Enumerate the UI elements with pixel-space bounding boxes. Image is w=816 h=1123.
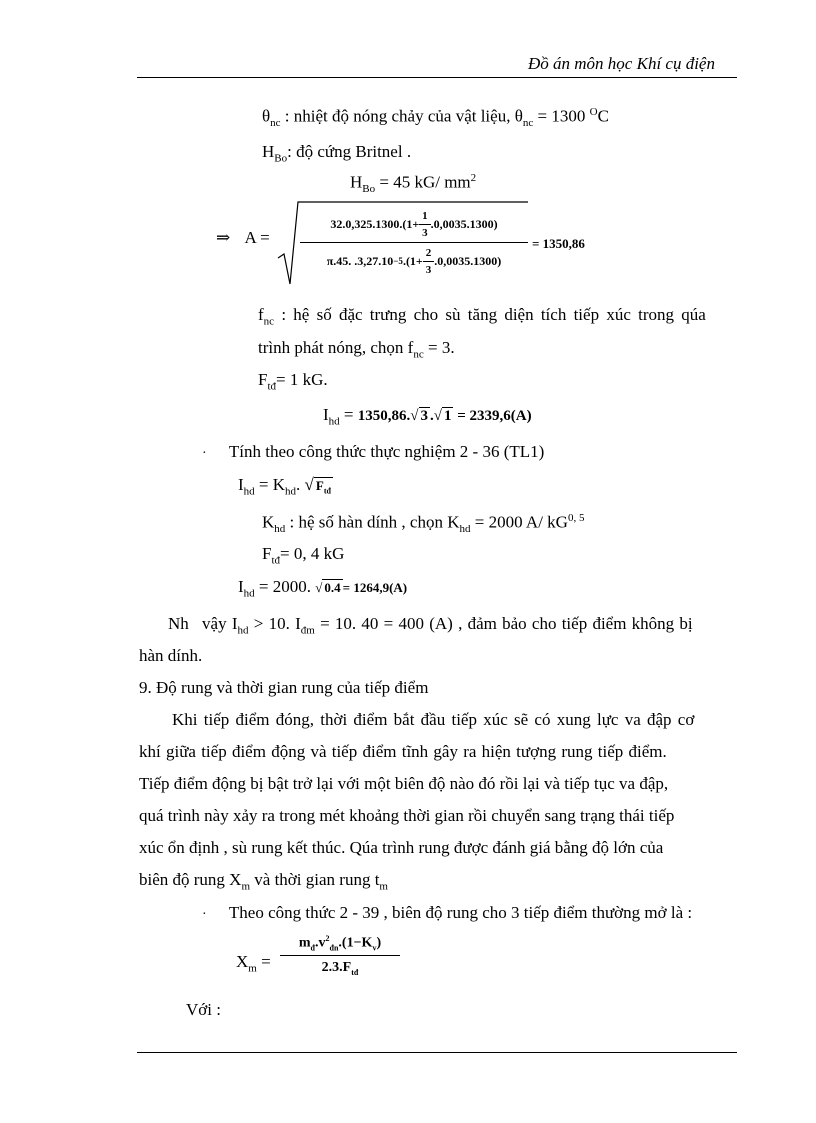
paragraph-line-6: biên độ rung $X_m$ và thời gian rung $t_m$ — [139, 870, 388, 893]
paragraph-line-4: quá trình này xảy ra trong mét khoảng thời gian rồi chuyển sang trạng thái tiếp — [139, 806, 675, 825]
paragraph-line-5: xúc ổn định , sù rung kết thúc. Qúa trình rung được đánh giá bằng độ lớn của — [139, 838, 664, 857]
conclusion-line-1: Nh vậy $I_{hd} > 10$. $I_{đm} = 10$. 40 = 400 (A) , đảm bảo cho tiếp điểm không bị — [168, 614, 693, 637]
khd-line: $K_{hd}$ : hệ số hàn dính , chọn $K_{hd} = 2000$ A/ kG$^{0, 5}$ — [262, 512, 585, 536]
voi-label: Với : — [186, 1000, 221, 1019]
theta-line: $\theta_{nc}$ : nhiệt độ nóng chảy của vật liệu, $\theta_{nc} = 1300$ $^O$C — [262, 106, 609, 130]
ftd-line: $F_{tđ}= 1$ kG. — [258, 370, 328, 393]
fnc-line-1: $f_{nc}$ : hệ số đặc trưng cho sù tăng diện tích tiếp xúc trong qúa — [258, 305, 706, 328]
a-formula-fraction: 32.0,325.1300.(1+ $\frac{1}{3}$ .0,0035.1300) π.45. .3,27.10 −5 .(1+ $\frac{2}{3}$ .0,0035.1300) — [300, 206, 528, 279]
conclusion-line-2: hàn dính. — [139, 646, 203, 665]
paragraph-line-1: Khi tiếp điểm đóng, thời điểm bắt đầu tiếp xúc sẽ có xung lực va đập cơ — [172, 710, 695, 729]
paragraph-line-2: khí giữa tiếp điểm động và tiếp điểm tĩnh gây ra hiện tượng rung tiếp điểm. — [139, 742, 667, 761]
hbo-value-line: $H_{Bo} = 45$ kG/ $mm^2$ — [350, 172, 477, 196]
page-header-title: Đồ án môn học Khí cụ điện — [528, 54, 715, 73]
ihd-formula-2: $I_{hd} = 2000$. √ 0.4 = 1264,9(A) — [238, 577, 408, 600]
hbo-desc-line: $H_{Bo}$: độ cứng Britnel . — [262, 142, 412, 165]
a-result: = 1350,86 — [532, 236, 585, 251]
header-rule — [137, 77, 737, 78]
bullet-icon: · — [202, 446, 207, 461]
bullet-line-1: · Tính theo công thức thực nghiệm 2 - 36 (TL1) — [202, 442, 545, 461]
paragraph-line-3: Tiếp điểm động bị bật trở lại với một biên độ nào đó rồi lại và tiếp tục va đập, — [139, 774, 669, 793]
section-9-heading: 9. Độ rung và thời gian rung của tiếp điểm — [139, 678, 429, 697]
implies-icon: ⇒ — [216, 228, 231, 247]
bullet-icon: · — [202, 907, 207, 922]
xm-formula-fraction: $m_đ.v^2_{đn}.(1-K_v)$ $2.3.F_{tđ}$ — [280, 934, 400, 977]
ihd-formula-1: $I_{hd} = 1350,86.√$ 3 .√ 1 = 2339,6(A) — [323, 405, 532, 428]
fnc-line-2: trình phát nóng, chọn $f_{nc} = 3$. — [258, 338, 455, 361]
footer-rule — [137, 1052, 737, 1053]
a-formula: ⇒ A = — [216, 228, 270, 247]
xm-formula-lhs: $X_m$ = — [236, 952, 271, 975]
ftd-line-2: $F_{tđ}= 0$, 4 kG — [262, 544, 345, 567]
bullet-line-2: · Theo công thức 2 - 39 , biên độ rung cho 3 tiếp điểm thường mở là : — [202, 903, 693, 922]
ihd-khd-line: $I_{hd} = K_{hd}$. √ $F_{tđ}$ — [238, 475, 331, 498]
